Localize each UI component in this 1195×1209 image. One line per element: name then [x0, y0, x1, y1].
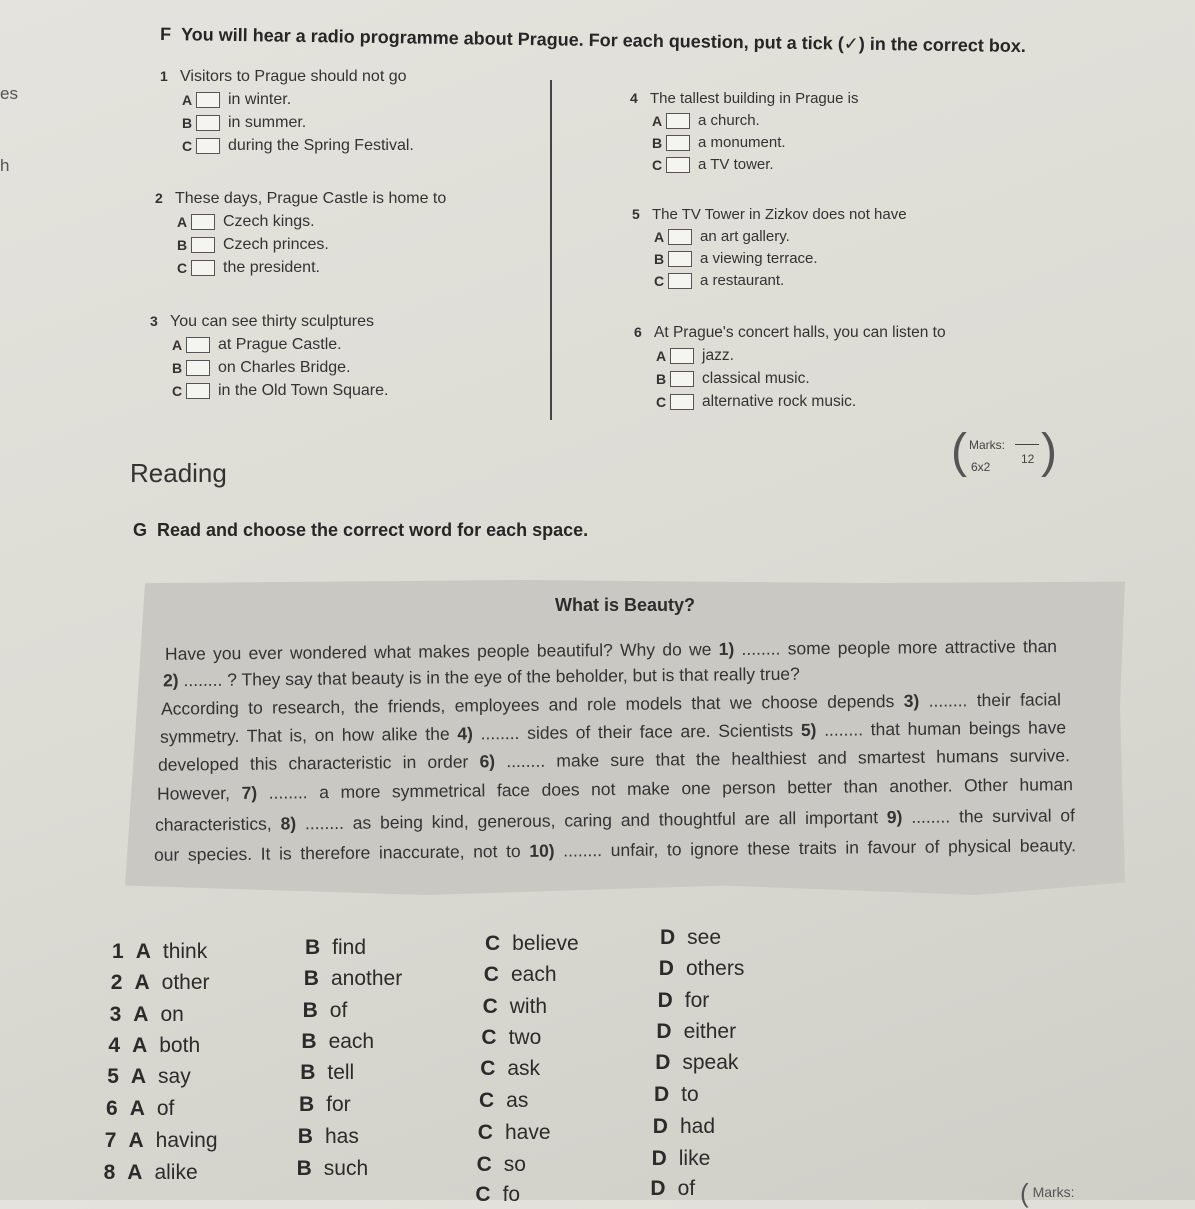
choice-word: having	[155, 1129, 218, 1152]
choice-2-c[interactable]	[484, 963, 557, 987]
option-6a[interactable]	[656, 347, 946, 365]
choice-letter: C	[475, 1183, 491, 1206]
choice-letter: A	[127, 1161, 143, 1184]
option-letter: C	[182, 138, 193, 154]
option-5a[interactable]	[654, 228, 907, 245]
choice-row-number: 4	[108, 1034, 121, 1057]
choice-word: another	[330, 967, 403, 990]
choice-word: other	[161, 971, 210, 994]
bottom-marks-label: Marks:	[1032, 1184, 1075, 1201]
choice-word: find	[332, 936, 367, 959]
option-2a[interactable]	[177, 213, 446, 231]
marks-formula: 6x2	[971, 460, 991, 474]
tick-box[interactable]	[670, 394, 694, 410]
margin-fragment-2: h	[0, 156, 10, 175]
question-6	[634, 324, 946, 411]
choice-1-a[interactable]	[112, 940, 207, 964]
tick-box[interactable]	[666, 135, 690, 151]
choice-word: each	[328, 1030, 375, 1053]
choice-2-b[interactable]	[304, 967, 402, 991]
marks-line	[1015, 444, 1039, 445]
question-text: You can see thirty sculptures	[170, 313, 374, 330]
choice-2-d[interactable]	[659, 957, 745, 981]
choice-letter: A	[130, 1065, 147, 1088]
choice-word: of	[329, 999, 348, 1022]
question-number: 2	[155, 190, 163, 206]
choice-3-b[interactable]	[303, 999, 348, 1023]
passage-fragment: symmetry. That is, on how alike the	[159, 723, 458, 747]
choice-word: each	[510, 963, 557, 986]
choice-row-number: 5	[107, 1065, 119, 1088]
tick-box[interactable]	[670, 371, 694, 387]
option-letter: C	[177, 260, 188, 276]
question-text: At Prague's concert halls, you can listen to	[654, 324, 946, 341]
choice-letter: D	[660, 926, 676, 949]
choice-row-number: 2	[110, 971, 123, 994]
gap-number: 3)	[903, 690, 920, 711]
option-4a[interactable]	[652, 112, 858, 129]
choice-letter: B	[301, 1030, 317, 1053]
question-4	[630, 90, 858, 173]
choice-8-b[interactable]	[297, 1157, 369, 1181]
choice-letter: C	[477, 1121, 493, 1144]
passage-fragment: ........ the survival of	[902, 805, 1076, 827]
choice-5-c[interactable]	[480, 1057, 540, 1081]
section-g-heading	[133, 520, 588, 541]
choice-word: have	[504, 1121, 551, 1144]
choice-4-b[interactable]	[301, 1030, 374, 1054]
option-2b[interactable]	[177, 236, 446, 254]
choice-3-c[interactable]	[483, 995, 548, 1019]
choice-letter: A	[129, 1097, 145, 1120]
choice-letter: D	[652, 1115, 668, 1138]
marks-paren-right: )	[1041, 425, 1057, 478]
choice-letter: D	[658, 957, 674, 980]
choice-letter: A	[128, 1129, 144, 1152]
option-letter: C	[656, 394, 667, 410]
tick-box[interactable]	[196, 92, 220, 108]
gap-number: 4)	[457, 723, 473, 744]
option-1a[interactable]	[182, 91, 414, 109]
question-text: The TV Tower in Zizkov does not have	[652, 206, 907, 223]
choice-row-number: 7	[104, 1129, 117, 1152]
choice-8-d[interactable]	[652, 1147, 711, 1171]
option-letter: B	[652, 134, 663, 151]
question-text: Visitors to Prague should not go	[180, 68, 407, 85]
option-4b[interactable]	[652, 134, 858, 151]
choice-word: of	[677, 1177, 696, 1200]
option-1b[interactable]	[182, 114, 414, 132]
passage-fragment: ........ as being kind, generous, caring and thoughtful are all important	[296, 807, 887, 834]
tick-box[interactable]	[668, 229, 692, 245]
choice-letter: C	[482, 995, 498, 1018]
choice-word: tell	[327, 1061, 355, 1084]
option-text: during the Spring Festival.	[228, 137, 414, 154]
choice-7-b[interactable]	[298, 1125, 359, 1149]
gap-number: 10)	[529, 840, 555, 861]
choice-6-d[interactable]	[654, 1083, 699, 1107]
passage-fragment: ........ that human beings have	[816, 717, 1067, 740]
option-text: Czech kings.	[223, 213, 315, 230]
choice-3-a[interactable]	[110, 1003, 184, 1027]
tick-box[interactable]	[670, 348, 694, 364]
choice-5-a[interactable]	[107, 1065, 191, 1089]
option-2c[interactable]	[177, 259, 446, 277]
question-number: 6	[634, 324, 642, 340]
question-text: These days, Prague Castle is home to	[175, 190, 447, 207]
choice-letter: D	[651, 1147, 667, 1170]
question-number: 1	[160, 68, 168, 84]
gap-number: 1)	[718, 638, 735, 660]
option-letter: C	[654, 272, 665, 289]
passage-fragment: According to research, the friends, employees and role models that we choose depends	[160, 690, 904, 719]
tick-box[interactable]	[666, 157, 690, 173]
choice-word: alike	[154, 1161, 198, 1184]
option-letter: A	[182, 92, 193, 108]
choice-letter: B	[300, 1061, 316, 1084]
gap-number: 6)	[479, 751, 496, 772]
choice-8-c[interactable]	[477, 1153, 526, 1177]
tick-box[interactable]	[191, 214, 215, 230]
choice-letter: A	[135, 940, 151, 963]
option-text: Czech princes.	[223, 236, 329, 253]
passage-fragment: developed this characteristic in order	[157, 751, 480, 775]
section-g-instruction: Read and choose the correct word for each space.	[157, 520, 589, 540]
choice-6-c[interactable]	[479, 1089, 528, 1113]
question-1	[160, 68, 414, 155]
passage-fragment: Have you ever wondered what makes people beautiful? Why do we	[164, 639, 719, 664]
choice-letter: C	[481, 1026, 497, 1049]
tick-box[interactable]	[196, 115, 220, 131]
option-text: in winter.	[228, 91, 292, 108]
choice-letter: B	[296, 1157, 312, 1180]
passage-fragment: characteristics,	[154, 813, 281, 835]
option-letter: C	[172, 383, 183, 399]
choice-9-d[interactable]	[650, 1177, 695, 1201]
choice-letter: C	[476, 1153, 492, 1176]
section-g-letter: G	[133, 520, 148, 540]
option-letter: A	[652, 112, 663, 129]
choice-letter: B	[297, 1125, 313, 1148]
question-3	[150, 313, 388, 400]
choice-letter: C	[485, 932, 501, 955]
option-text: at Prague Castle.	[218, 336, 342, 353]
passage-fragment: ........ sides of their face are. Scientists	[472, 720, 801, 744]
choice-row-number: 6	[106, 1097, 118, 1120]
choice-3-d[interactable]	[658, 989, 710, 1013]
choice-word: as	[506, 1089, 529, 1112]
option-text: a church.	[698, 112, 760, 129]
section-f-instruction: You will hear a radio programme about Prague. For each question, put a tick (✓) in the correct box.	[180, 24, 1027, 57]
question-2	[155, 190, 446, 277]
choice-6-b[interactable]	[299, 1093, 351, 1117]
option-text: a monument.	[698, 134, 786, 151]
choice-word: ask	[507, 1057, 541, 1080]
choice-1-c[interactable]	[485, 932, 579, 956]
choice-letter: B	[305, 936, 321, 959]
choice-word: such	[323, 1157, 369, 1180]
option-letter: B	[172, 360, 183, 376]
choice-6-a[interactable]	[106, 1097, 174, 1121]
choice-letter: D	[655, 1051, 671, 1074]
section-f-heading	[160, 24, 1026, 57]
choice-letter: C	[483, 963, 499, 986]
tick-box[interactable]	[186, 383, 210, 399]
margin-fragment-1: es	[0, 84, 18, 103]
choice-word: say	[158, 1065, 191, 1088]
passage-fragment: ........ some people more attractive than	[734, 636, 1058, 659]
choice-4-c[interactable]	[481, 1026, 541, 1050]
choice-7-a[interactable]	[105, 1129, 218, 1153]
option-text: classical music.	[702, 370, 810, 387]
option-letter: B	[177, 237, 188, 253]
choice-word: speak	[682, 1051, 739, 1074]
passage-fragment: ........ a more symmetrical face does not make one person better than another. Other human	[257, 774, 1074, 803]
choice-4-a[interactable]	[108, 1034, 200, 1058]
tick-box[interactable]	[668, 251, 692, 267]
option-6b[interactable]	[656, 370, 946, 388]
option-letter: C	[652, 156, 663, 173]
option-5c[interactable]	[654, 272, 907, 289]
choice-5-b[interactable]	[300, 1061, 354, 1085]
gap-number: 9)	[886, 806, 903, 828]
choice-row-number: 1	[112, 940, 124, 963]
choice-word: with	[509, 995, 548, 1018]
choice-letter: D	[650, 1177, 666, 1200]
passage-fragment: ........ ? They say that beauty is in the eye of the beholder, but is that really true?	[178, 663, 800, 691]
passage-fragment: ........ unfair, to ignore these traits in favour of physical beauty.	[554, 835, 1077, 861]
marks-label: Marks:	[969, 438, 1005, 452]
option-letter: A	[177, 214, 188, 230]
marks-total: 12	[1021, 452, 1035, 466]
tick-box[interactable]	[191, 260, 215, 276]
choice-word: think	[162, 940, 208, 963]
gap-number: 8)	[280, 813, 297, 834]
option-text: alternative rock music.	[702, 393, 857, 410]
choice-8-a[interactable]	[104, 1161, 198, 1185]
tick-box[interactable]	[186, 360, 210, 376]
choice-letter: D	[654, 1083, 670, 1106]
passage-fragment: However,	[156, 782, 242, 804]
question-number: 4	[630, 90, 638, 106]
option-3a[interactable]	[172, 336, 388, 354]
tick-box[interactable]	[191, 237, 215, 253]
question-number: 5	[632, 206, 640, 222]
choice-word: for	[684, 989, 710, 1012]
option-text: the president.	[223, 259, 320, 276]
choice-letter: A	[134, 971, 150, 994]
option-text: an art gallery.	[700, 228, 790, 245]
choice-letter: B	[303, 967, 319, 990]
choice-row-number: 3	[109, 1003, 122, 1026]
choice-word: for	[326, 1093, 351, 1116]
gap-number: 2)	[162, 670, 179, 691]
option-letter: A	[656, 348, 667, 364]
passage-fragment: ........ their facial	[919, 689, 1062, 711]
option-3c[interactable]	[172, 382, 388, 400]
option-letter: A	[172, 337, 183, 353]
choice-word: see	[687, 926, 722, 949]
option-letter: B	[656, 371, 667, 387]
choice-2-a[interactable]	[111, 971, 210, 995]
option-5b[interactable]	[654, 250, 907, 267]
option-6c[interactable]	[656, 393, 946, 411]
tick-box[interactable]	[668, 273, 692, 289]
choice-letter: C	[480, 1057, 496, 1080]
choice-word: of	[156, 1097, 175, 1120]
question-number: 3	[150, 313, 158, 329]
choice-word: so	[503, 1153, 526, 1176]
choice-letter: A	[133, 1003, 149, 1026]
choice-7-d[interactable]	[653, 1115, 715, 1139]
choice-letter: A	[132, 1034, 148, 1057]
choice-letter: D	[656, 1020, 672, 1043]
tick-box[interactable]	[196, 138, 220, 154]
choice-letter: B	[299, 1093, 315, 1116]
option-text: jazz.	[702, 347, 734, 364]
choice-1-b[interactable]	[305, 936, 366, 960]
option-text: a TV tower.	[698, 156, 774, 173]
question-5	[632, 206, 907, 289]
choice-letter: D	[657, 989, 673, 1012]
option-letter: A	[654, 228, 665, 245]
option-letter: B	[654, 250, 665, 267]
choice-letter: C	[479, 1089, 495, 1112]
passage-fragment: ........ make sure that the healthiest and smartest humans survive.	[494, 745, 1071, 772]
passage-title: What is Beauty?	[554, 595, 696, 615]
option-1c[interactable]	[182, 137, 414, 155]
choice-9-c[interactable]	[475, 1183, 520, 1207]
choice-4-d[interactable]	[656, 1020, 736, 1044]
reading-title: Reading	[130, 458, 227, 488]
choice-word: to	[681, 1083, 699, 1106]
column-divider	[550, 80, 552, 420]
choice-word: two	[508, 1026, 542, 1049]
option-text: a restaurant.	[700, 272, 785, 289]
choice-word: had	[679, 1115, 716, 1138]
choice-letter: B	[302, 999, 318, 1022]
choice-row-number: 8	[103, 1161, 116, 1184]
option-4c[interactable]	[652, 156, 858, 173]
tick-box[interactable]	[186, 337, 210, 353]
section-f-letter: F	[159, 23, 172, 45]
question-text: The tallest building in Prague is	[650, 90, 859, 107]
option-text: a viewing terrace.	[700, 250, 818, 267]
choice-word: either	[683, 1020, 737, 1043]
choice-word: on	[160, 1003, 184, 1026]
option-text: on Charles Bridge.	[218, 359, 351, 376]
option-text: in summer.	[228, 114, 307, 131]
bottom-marks-fragment: ( Marks:	[1020, 1178, 1075, 1208]
marks-box	[951, 425, 1057, 488]
choice-word: both	[159, 1034, 201, 1057]
option-text: in the Old Town Square.	[218, 382, 389, 399]
gap-number: 7)	[241, 782, 258, 803]
choice-word: has	[324, 1125, 359, 1148]
marks-paren-left: (	[951, 425, 967, 478]
choice-7-c[interactable]	[478, 1121, 551, 1145]
choice-word: believe	[512, 932, 579, 955]
choice-5-d[interactable]	[655, 1051, 738, 1075]
tick-box[interactable]	[666, 113, 690, 129]
choice-word: fo	[502, 1183, 521, 1206]
passage-fragment: our species. It is therefore inaccurate, not to	[153, 840, 530, 865]
choice-word: like	[678, 1147, 711, 1170]
option-3b[interactable]	[172, 359, 388, 377]
choice-word: others	[685, 957, 745, 980]
option-letter: B	[182, 115, 193, 131]
gap-number: 5)	[800, 719, 817, 741]
choice-1-d[interactable]	[660, 926, 721, 950]
